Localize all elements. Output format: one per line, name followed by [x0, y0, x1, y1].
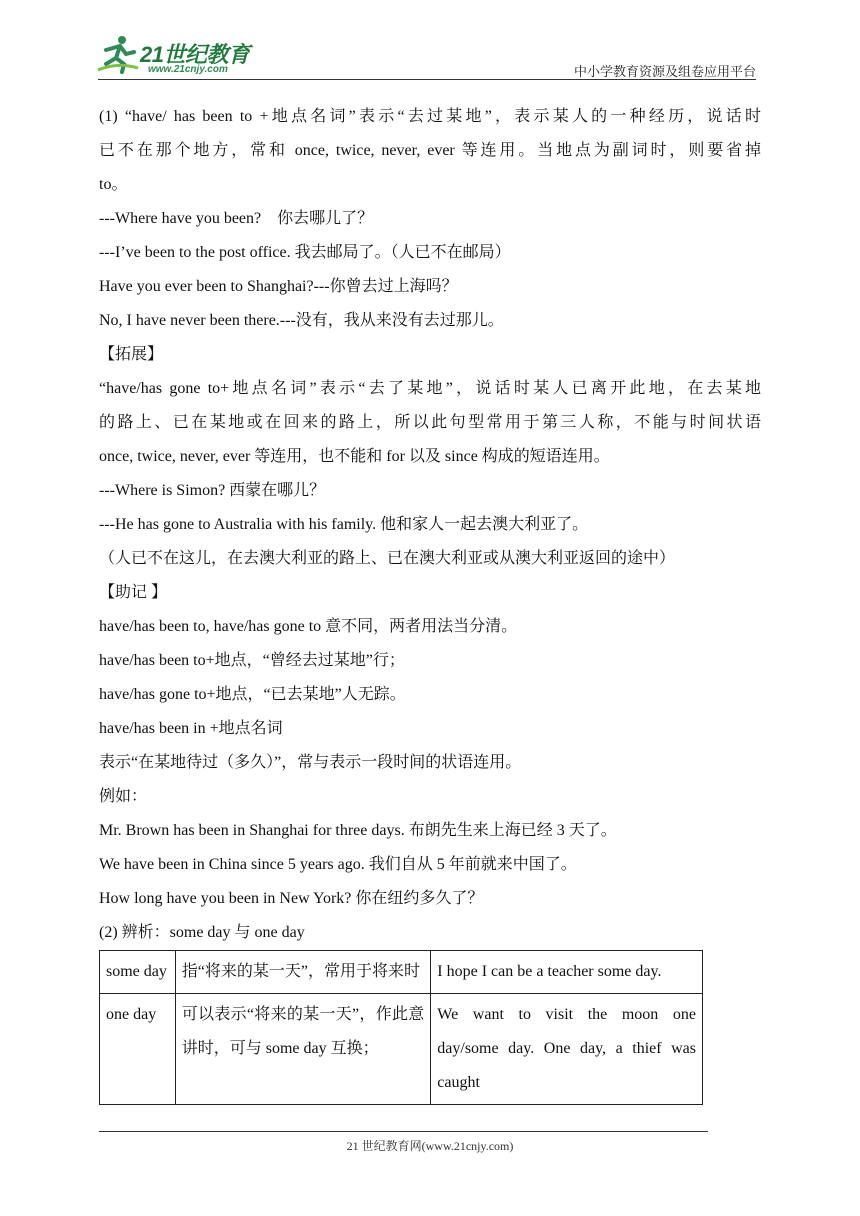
text-line: Have you ever been to Shanghai?---你曾去过上海吗？ — [99, 278, 458, 295]
page-footer: 21 世纪教育网(www.21cnjy.com) — [346, 1139, 514, 1153]
text-line: ---Where have you been? 你去哪儿了？ — [99, 210, 374, 227]
document-body — [99, 100, 761, 1105]
header-platform-name: 中小学教育资源及组卷应用平台 — [573, 65, 756, 80]
logo-text: 21世纪教育 — [140, 42, 250, 67]
table-cell-term: one day — [100, 994, 176, 1105]
text-line: 的路上、已在某地或在回来的路上，所以此句型常用于第三人称，不能与时间状语 — [99, 414, 761, 431]
comparison-table — [99, 950, 703, 1105]
text-line: have/has been to, have/has gone to 意不同，两者用法当分清。 — [99, 618, 518, 635]
text-line: to。 — [99, 176, 128, 193]
footer-divider — [99, 1131, 708, 1132]
text-line: ---Where is Simon? 西蒙在哪儿？ — [99, 482, 326, 499]
page-header — [0, 0, 860, 80]
runner-logo-icon — [96, 34, 140, 74]
logo-url: www.21cnjy.com — [148, 64, 228, 75]
table-cell-term: some day — [100, 951, 176, 994]
section-heading: 【拓展】 — [99, 346, 164, 363]
header-divider — [98, 79, 756, 80]
text-line: 例如： — [99, 788, 148, 805]
text-line: have/has gone to+地点，“已去某地”人无踪。 — [99, 686, 406, 703]
text-line: have/has been to+地点，“曾经去过某地”行； — [99, 652, 405, 669]
text-line: (2) 辨析：some day 与 one day — [99, 924, 305, 941]
table-row — [100, 951, 703, 994]
text-line: 已不在那个地方，常和 once, twice, never, ever 等连用。当地点为副词时，则要省掉 — [99, 142, 761, 159]
text-line: （人已不在这儿，在去澳大利亚的路上、已在澳大利亚或从澳大利亚返回的途中） — [99, 550, 676, 567]
text-line: have/has been in +地点名词 — [99, 720, 283, 737]
text-line: (1) “have/ has been to +地点名词”表示“去过某地”，表示某人的一种经历，说话时 — [99, 108, 761, 125]
text-line: No, I have never been there.---没有，我从来没有去过那儿。 — [99, 312, 504, 329]
text-line: 表示“在某地待过（多久）”，常与表示一段时间的状语连用。 — [99, 754, 522, 771]
table-cell-meaning: 可以表示“将来的某一天”，作此意讲时，可与 some day 互换； — [175, 994, 431, 1105]
table-row — [100, 994, 703, 1105]
section-heading: 【助记 】 — [99, 584, 168, 601]
text-line: ---He has gone to Australia with his family. 他和家人一起去澳大利亚了。 — [99, 516, 589, 533]
text-line: We have been in China since 5 years ago. 我们自从 5 年前就来中国了。 — [99, 856, 577, 873]
logo — [96, 34, 266, 78]
text-line: “have/has gone to+地点名词”表示“去了某地”，说话时某人已离开此地，在去某地 — [99, 380, 761, 397]
text-line: Mr. Brown has been in Shanghai for three days. 布朗先生来上海已经 3 天了。 — [99, 822, 617, 839]
table-cell-example: I hope I can be a teacher some day. — [431, 951, 703, 994]
text-line: ---I’ve been to the post office. 我去邮局了。（人已不在邮局） — [99, 244, 511, 261]
text-line: once, twice, never, ever 等连用，也不能和 for 以及 since 构成的短语连用。 — [99, 448, 610, 465]
text-line: How long have you been in New York? 你在纽约多久了？ — [99, 890, 484, 907]
table-cell-meaning: 指“将来的某一天”，常用于将来时 — [175, 951, 431, 994]
table-cell-example: We want to visit the moon one day/some day. One day, a thief was caught — [431, 994, 703, 1105]
